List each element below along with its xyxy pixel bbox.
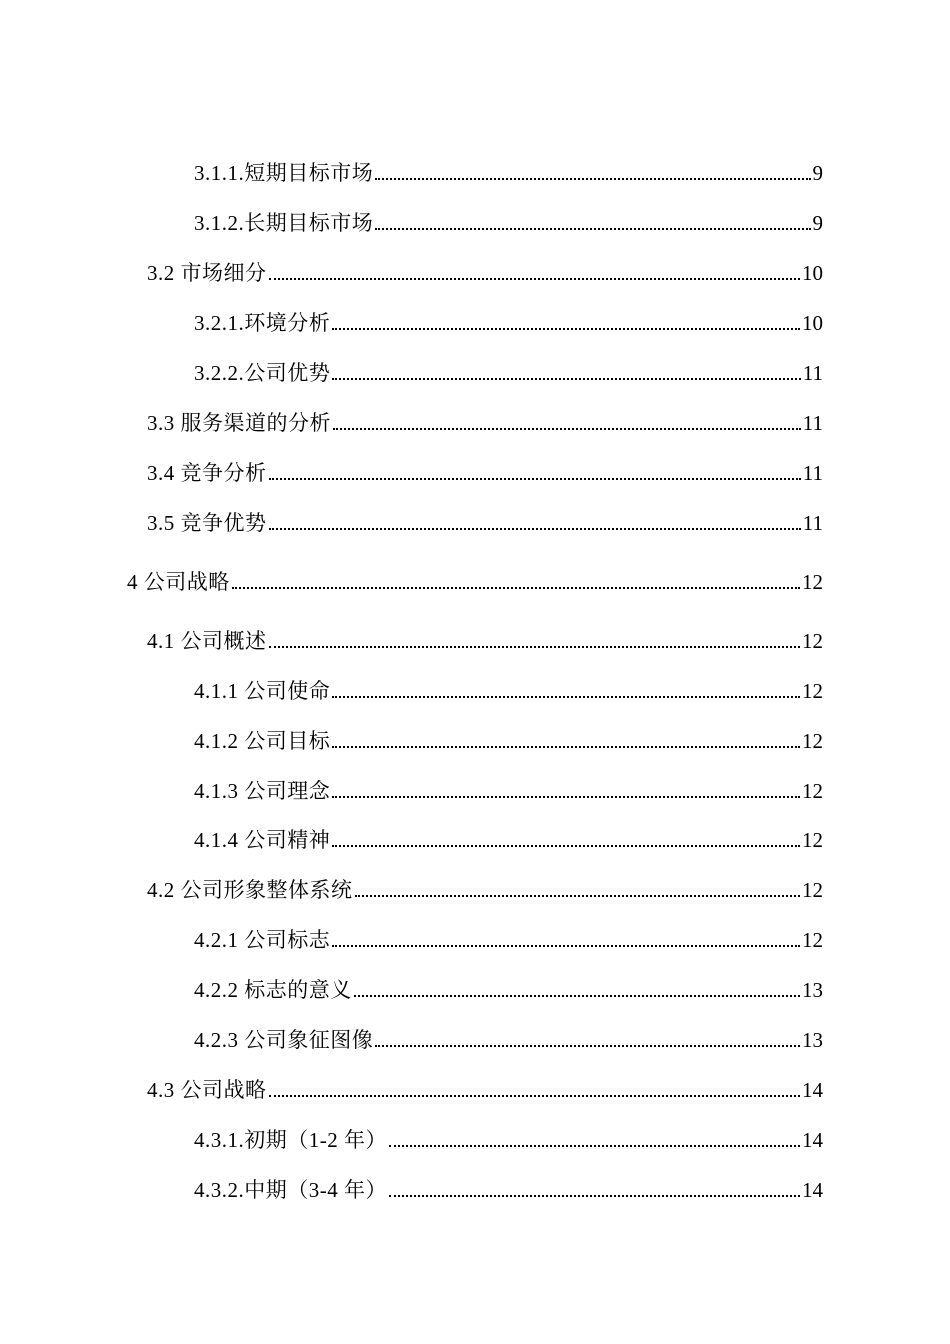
toc-entry-title: 4 公司战略 — [127, 570, 230, 594]
toc-entry-page: 14 — [802, 1078, 823, 1102]
toc-entry-title: 4.2.2 标志的意义 — [194, 978, 352, 1002]
toc-entry[interactable] — [194, 1022, 823, 1052]
toc-entry-page: 10 — [802, 261, 823, 285]
dot-leader — [269, 278, 801, 280]
dot-leader — [389, 1145, 800, 1147]
toc-entry-title: 3.3 服务渠道的分析 — [147, 411, 331, 435]
dot-leader — [354, 995, 800, 997]
toc-entry-title: 4.1.3 公司理念 — [194, 779, 331, 803]
toc-entry-page: 9 — [812, 211, 823, 235]
dot-leader — [332, 945, 800, 947]
toc-entry[interactable] — [147, 505, 823, 535]
toc-entry-page: 12 — [802, 629, 823, 653]
toc-entry-page: 12 — [802, 779, 823, 803]
toc-entry-page: 13 — [802, 1028, 823, 1052]
toc-entry-page: 9 — [812, 161, 823, 185]
toc-entry-page: 12 — [802, 570, 823, 594]
toc-entry[interactable] — [147, 623, 823, 653]
toc-entry[interactable] — [194, 972, 823, 1002]
dot-leader — [269, 1095, 801, 1097]
dot-leader — [332, 696, 800, 698]
toc-entry[interactable] — [194, 822, 823, 852]
toc-entry-page: 11 — [802, 411, 823, 435]
toc-entry-title: 4.3.1.初期（1-2 年） — [194, 1128, 387, 1152]
toc-entry-title: 3.4 竞争分析 — [147, 461, 267, 485]
toc-entry[interactable] — [194, 205, 823, 235]
toc-entry[interactable] — [194, 155, 823, 185]
dot-leader — [332, 796, 800, 798]
toc-entry-page: 12 — [802, 928, 823, 952]
toc-entry-title: 4.3.2.中期（3-4 年） — [194, 1178, 387, 1202]
toc-entry-page: 13 — [802, 978, 823, 1002]
toc-entry[interactable] — [194, 1172, 823, 1202]
dot-leader — [269, 646, 801, 648]
toc-entry-title: 3.5 竞争优势 — [147, 511, 267, 535]
toc-entry-page: 10 — [802, 311, 823, 335]
dot-leader — [269, 528, 801, 530]
dot-leader — [375, 1045, 800, 1047]
toc-entry[interactable] — [194, 922, 823, 952]
toc-entry-page: 12 — [802, 729, 823, 753]
dot-leader — [269, 478, 801, 480]
toc-entry[interactable] — [147, 872, 823, 902]
toc-entry[interactable] — [194, 1122, 823, 1152]
toc-entry-title: 4.1.1 公司使命 — [194, 679, 331, 703]
dot-leader — [232, 587, 800, 589]
toc-entry-page: 11 — [802, 361, 823, 385]
toc-entry[interactable] — [147, 1072, 823, 1102]
toc-entry-title: 4.1 公司概述 — [147, 629, 267, 653]
toc-entry-page: 11 — [802, 511, 823, 535]
toc-entry-title: 3.1.2.长期目标市场 — [194, 211, 374, 235]
toc-entry-page: 14 — [802, 1128, 823, 1152]
toc-entry-title: 3.1.1.短期目标市场 — [194, 161, 374, 185]
toc-entry[interactable] — [194, 723, 823, 753]
toc-entry-title: 4.2 公司形象整体系统 — [147, 878, 353, 902]
toc-entry[interactable] — [147, 405, 823, 435]
dot-leader — [375, 228, 810, 230]
toc-entry[interactable] — [194, 773, 823, 803]
dot-leader — [333, 428, 801, 430]
toc-entry[interactable] — [147, 455, 823, 485]
dot-leader — [332, 845, 800, 847]
toc-entry-page: 11 — [802, 461, 823, 485]
toc-entry[interactable] — [194, 355, 823, 385]
dot-leader — [375, 178, 810, 180]
toc-entry[interactable] — [194, 673, 823, 703]
dot-leader — [332, 378, 801, 380]
toc-entry-title: 4.3 公司战略 — [147, 1078, 267, 1102]
toc-entry-page: 12 — [802, 679, 823, 703]
toc-entry-page: 12 — [802, 828, 823, 852]
toc-entry-title: 3.2.1.环境分析 — [194, 311, 331, 335]
dot-leader — [332, 328, 800, 330]
toc-entry-title: 3.2 市场细分 — [147, 261, 267, 285]
toc-entry[interactable] — [194, 305, 823, 335]
toc-entry-title: 4.1.4 公司精神 — [194, 828, 331, 852]
dot-leader — [389, 1195, 800, 1197]
toc-entry-title: 4.2.1 公司标志 — [194, 928, 331, 952]
toc-entry-title: 4.2.3 公司象征图像 — [194, 1028, 374, 1052]
toc-entry[interactable] — [147, 255, 823, 285]
toc-entry-page: 14 — [802, 1178, 823, 1202]
toc-entry-title: 4.1.2 公司目标 — [194, 729, 331, 753]
toc-entry-title: 3.2.2.公司优势 — [194, 361, 331, 385]
toc-entry-page: 12 — [802, 878, 823, 902]
dot-leader — [332, 746, 800, 748]
dot-leader — [355, 895, 801, 897]
toc-entry[interactable] — [127, 564, 823, 594]
